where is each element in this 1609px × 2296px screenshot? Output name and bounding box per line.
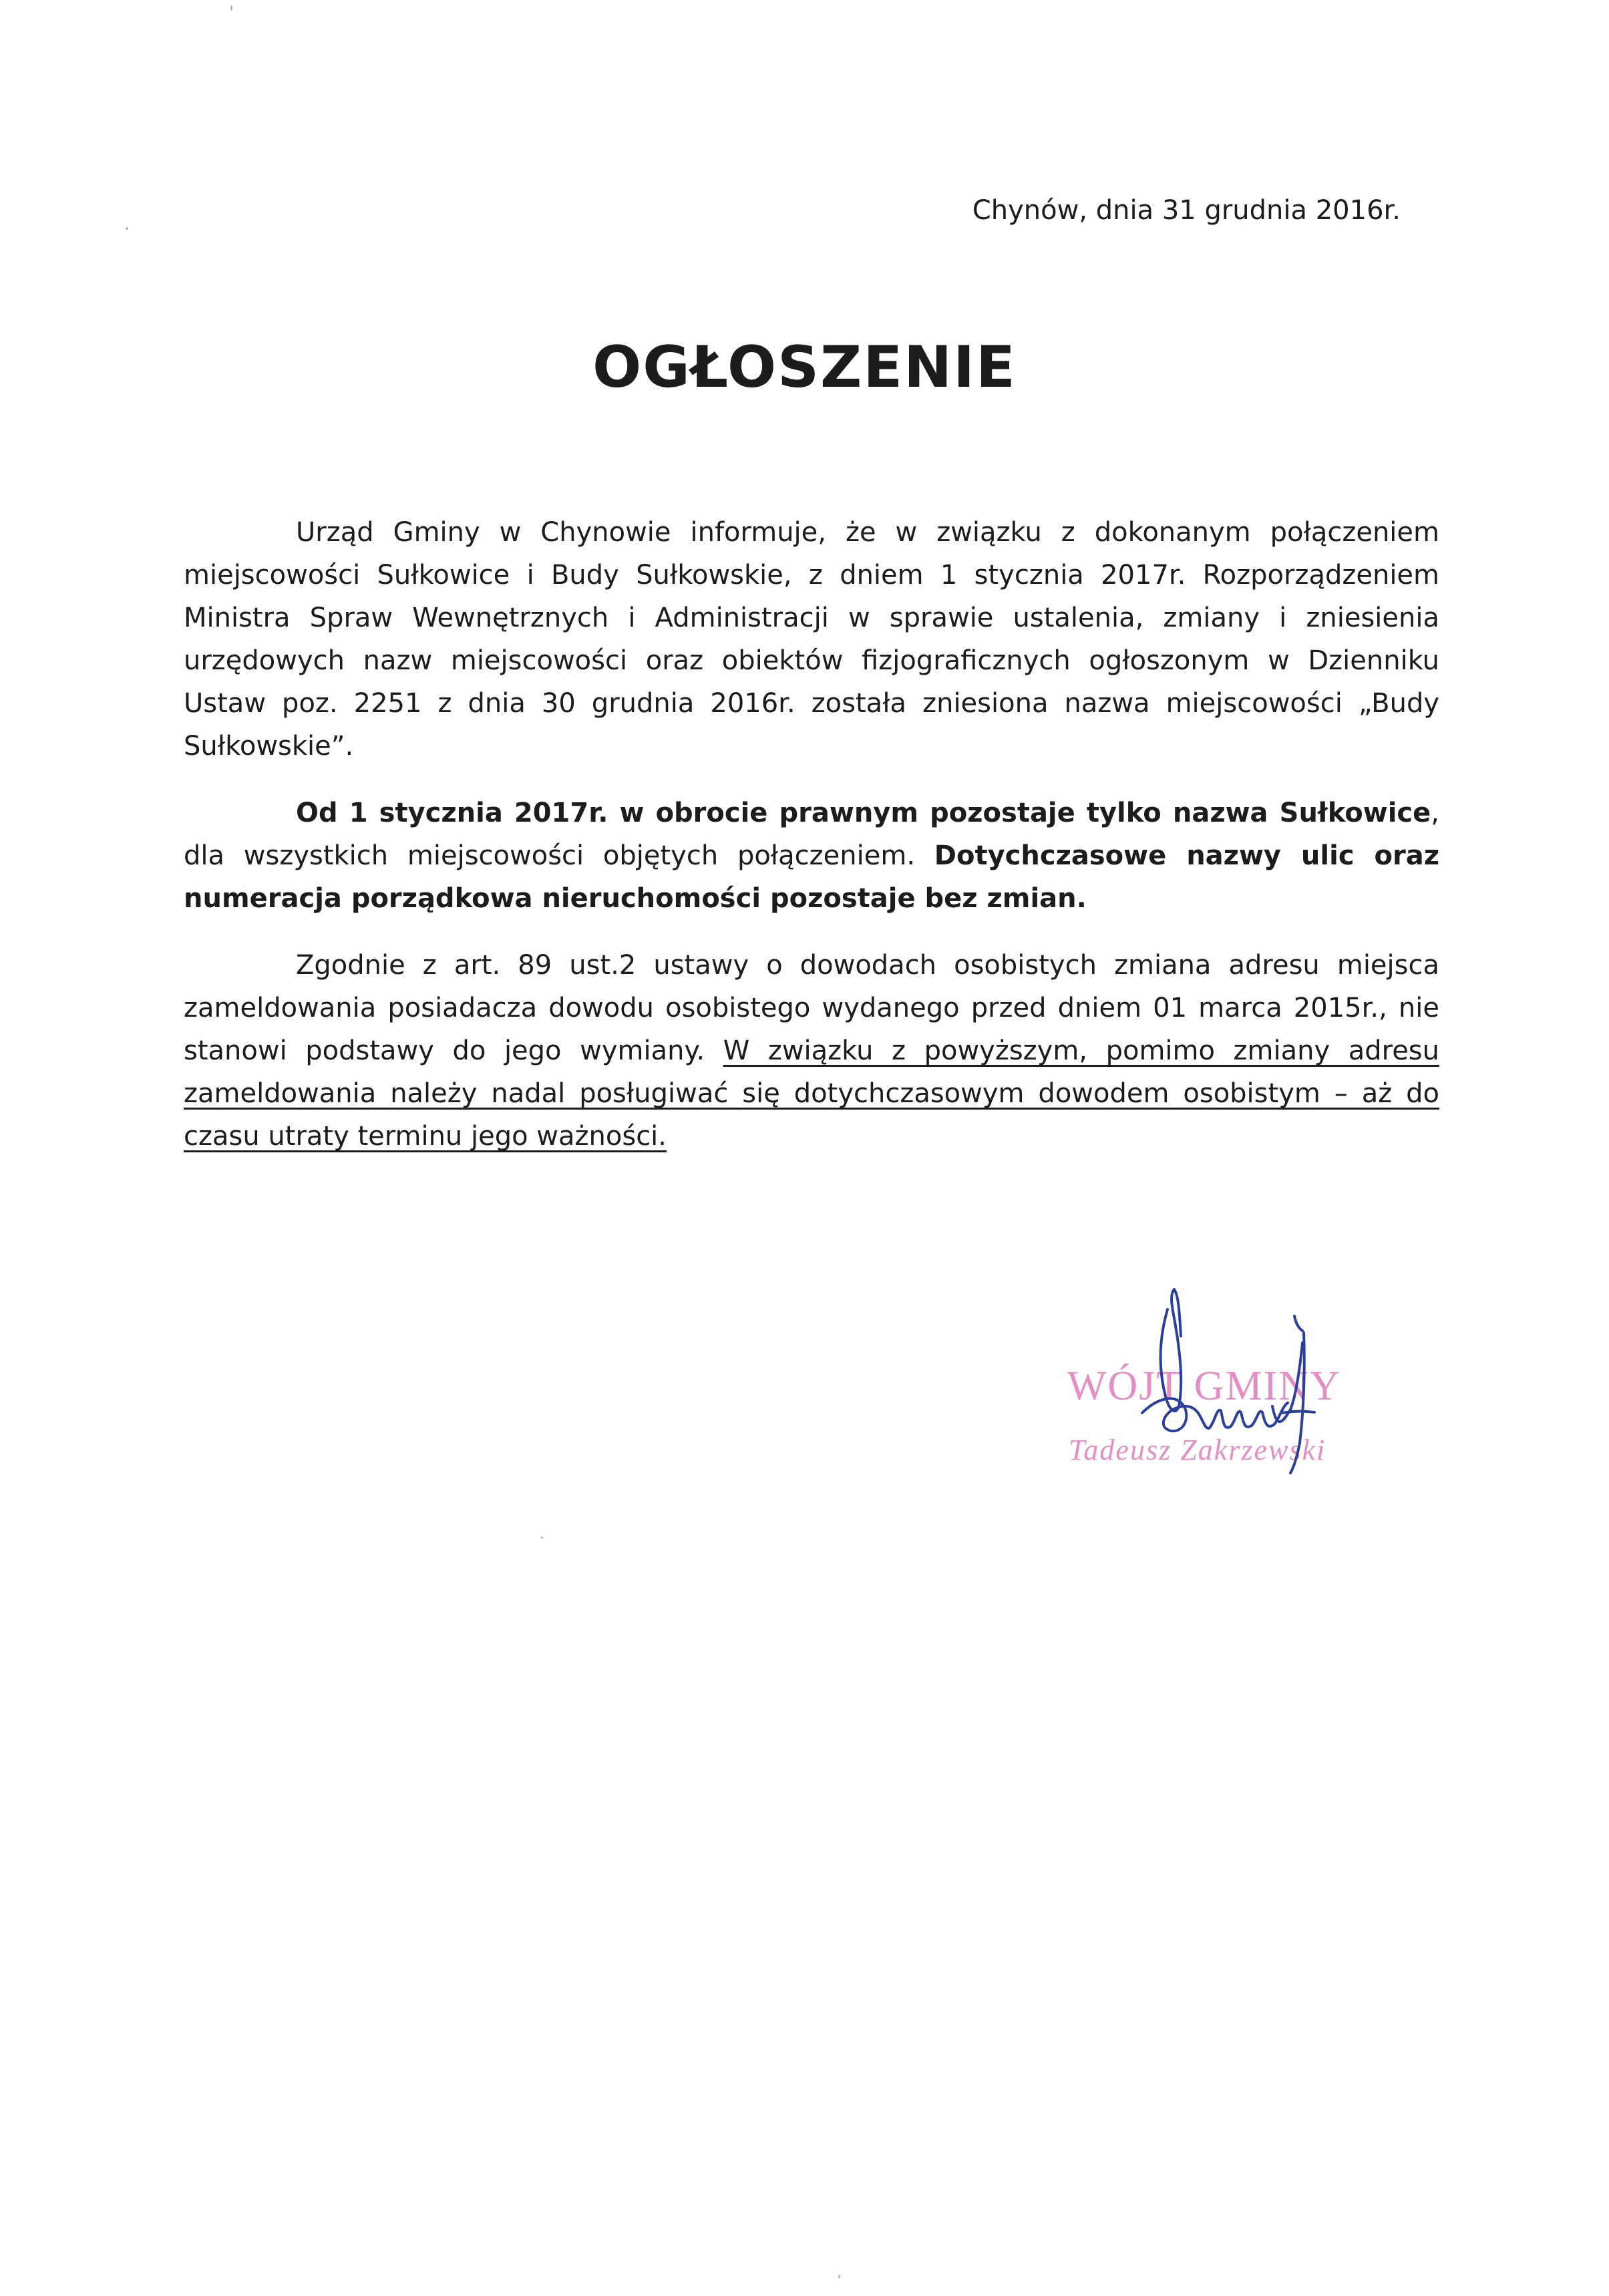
scan-speck [230,5,232,11]
scan-speck [541,1536,543,1538]
scan-speck [838,2275,840,2279]
paragraph-2-bold-1: Od 1 stycznia 2017r. w obrocie prawnym pozostaje tylko nazwa Sułkowice [296,798,1431,828]
signature-block [1042,1269,1403,1496]
paragraph-2-normal: , dla wszystkich miejscowości objętych połączeniem. [184,798,1439,871]
stamp-title: WÓJT GMINY [1067,1363,1341,1409]
paragraph-2 [184,792,1439,920]
scan-speck [126,227,128,230]
document-title: OGŁOSZENIE [592,334,1017,401]
paragraph-3 [184,944,1439,1158]
place-and-date: Chynów, dnia 31 grudnia 2016r. [972,195,1401,226]
paragraph-1: Urząd Gminy w Chynowie informuje, że w związku z dokonanym połączeniem miejscowości Sułkowice i Budy Sułkowskie, z dniem 1 stycznia 2017r. Rozporządzeniem Ministra Spraw Wewnętrznych i Administracji w sprawie ustalenia, zmiany i zniesienia urzędowych nazw miejscowości oraz obiektów fizjograficznych ogłoszonym w Dzienniku Ustaw poz. 2251 z dnia 30 grudnia 2016r. została zniesiona nazwa miejscowości „Budy Sułkowskie”. [184,517,1439,762]
paragraph-3-underlined: W związku z powyższym, pomimo zmiany adresu zameldowania należy nadal posługiwać się dotychczasowym dowodem osobistym – aż do czasu utraty terminu jego ważności. [184,1035,1439,1152]
handwritten-signature [1042,1269,1403,1496]
paragraph-3-normal: Zgodnie z art. 89 ust.2 ustawy o dowodach osobistych zmiana adresu miejsca zameldowania posiadacza dowodu osobistego wydanego przed dniem 01 marca 2015r., nie stanowi podstawy do jego wymiany. [184,950,1439,1066]
document-body [184,511,1439,1182]
paragraph-2-bold-2: Dotychczasowe nazwy ulic oraz numeracja porządkowa nieruchomości pozostaje bez zmian. [184,840,1439,914]
stamp-name: Tadeusz Zakrzewski [1069,1434,1326,1466]
